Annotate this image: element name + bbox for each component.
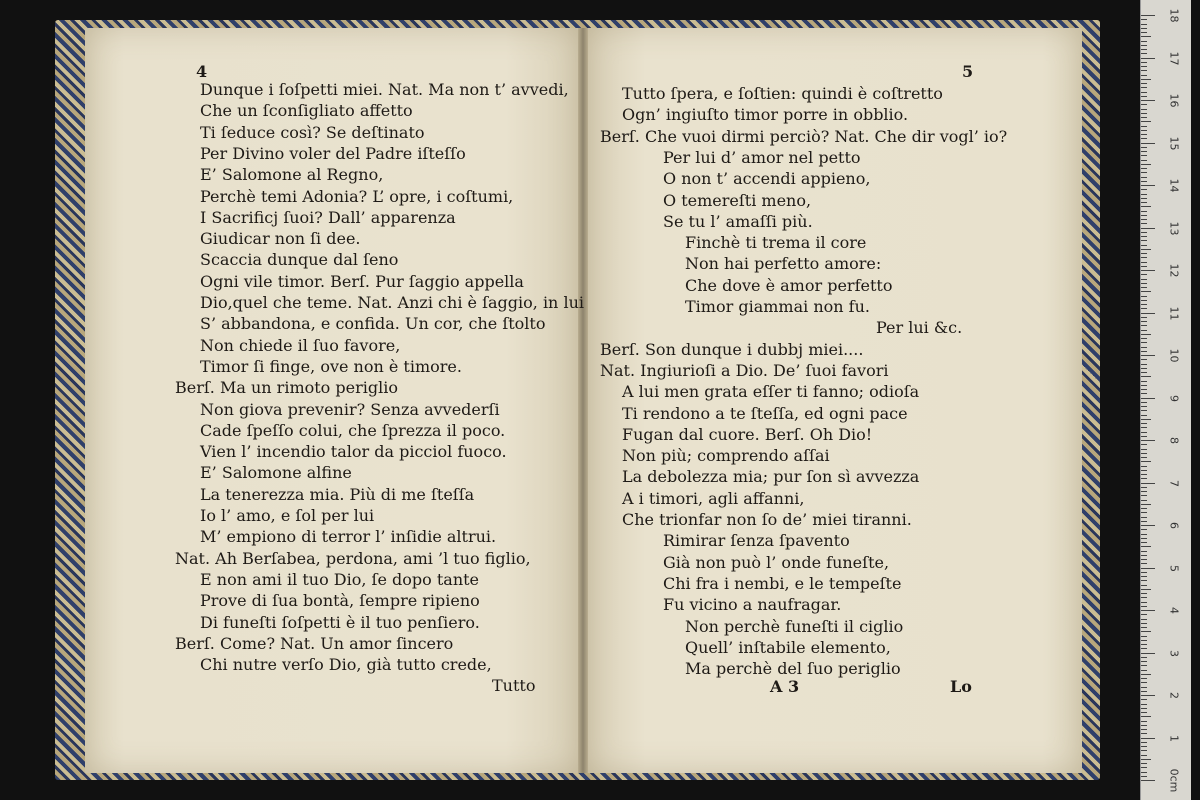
left-page-number: 4 bbox=[196, 62, 208, 81]
text-line: Se tu l’ amaſſi più. bbox=[663, 211, 813, 231]
text-line: Quell’ inſtabile elemento, bbox=[685, 637, 891, 657]
ruler-tick bbox=[1141, 342, 1147, 343]
ruler-tick bbox=[1141, 155, 1147, 156]
ruler-tick bbox=[1141, 79, 1151, 80]
ruler-number: 7 bbox=[1167, 479, 1181, 487]
ruler-tick bbox=[1141, 266, 1147, 267]
text-line: Scaccia dunque dal ſeno bbox=[200, 250, 399, 270]
ruler-tick bbox=[1141, 546, 1151, 547]
ruler-tick bbox=[1141, 240, 1147, 241]
ruler-number: 15 bbox=[1167, 136, 1181, 150]
ruler-tick bbox=[1141, 177, 1147, 178]
ruler-number: 3 bbox=[1167, 649, 1181, 657]
ruler-tick bbox=[1141, 364, 1147, 365]
ruler-tick bbox=[1141, 619, 1147, 620]
ruler-tick bbox=[1141, 708, 1147, 709]
ruler-tick bbox=[1141, 194, 1147, 195]
text-line: Per lui &c. bbox=[876, 318, 963, 338]
ruler-tick bbox=[1141, 32, 1147, 33]
text-line: La debolezza mia; pur ſon sì avvezza bbox=[622, 467, 920, 487]
ruler-tick bbox=[1141, 66, 1147, 67]
text-line: Tutto bbox=[492, 676, 536, 696]
text-line: La tenerezza mia. Più di me ſteſſa bbox=[200, 484, 475, 504]
ruler-tick bbox=[1141, 249, 1151, 250]
text-line: Ti rendono a te ſteſſa, ed ogni pace bbox=[622, 403, 908, 423]
ruler-tick bbox=[1141, 262, 1147, 263]
ruler-tick bbox=[1141, 597, 1147, 598]
text-line: Che trionfar non ſo de’ miei tiranni. bbox=[622, 510, 912, 529]
text-line: Per Divino voler del Padre iſteſſo bbox=[200, 143, 466, 163]
ruler-tick bbox=[1141, 236, 1147, 237]
ruler-tick bbox=[1141, 100, 1155, 101]
ruler-tick bbox=[1141, 704, 1147, 705]
ruler-tick bbox=[1141, 389, 1147, 390]
ruler-tick bbox=[1141, 614, 1147, 615]
text-line: E’ Salomone alfine bbox=[200, 463, 352, 483]
text-line: Tutto ſpera, e ſoſtien: quindi è coſtretto bbox=[622, 84, 943, 103]
ruler-tick bbox=[1141, 551, 1147, 552]
ruler-tick bbox=[1141, 393, 1147, 394]
ruler-tick bbox=[1141, 742, 1147, 743]
ruler-tick bbox=[1141, 317, 1147, 318]
ruler-tick bbox=[1141, 257, 1147, 258]
ruler-tick bbox=[1141, 563, 1147, 564]
ruler-tick bbox=[1141, 19, 1147, 20]
ruler-tick bbox=[1141, 572, 1147, 573]
ruler-tick bbox=[1141, 593, 1147, 594]
ruler-tick bbox=[1141, 138, 1147, 139]
ruler-number: 18 bbox=[1167, 8, 1181, 23]
ruler-tick bbox=[1141, 500, 1147, 501]
ruler-tick bbox=[1141, 151, 1147, 152]
ruler-number: 6 bbox=[1167, 522, 1181, 529]
ruler-tick bbox=[1141, 406, 1147, 407]
text-line: Perchè temi Adonia? L’ opre, i coſtumi, bbox=[200, 186, 514, 206]
ruler-tick bbox=[1141, 58, 1155, 59]
ruler-tick bbox=[1141, 763, 1147, 764]
ruler-tick bbox=[1141, 504, 1151, 505]
ruler-tick bbox=[1141, 291, 1151, 292]
text-line: Ti ſeduce così? Se deſtinato bbox=[200, 122, 425, 142]
text-line: Ogni vile timor. Berſ. Pur ſaggio appella bbox=[200, 271, 524, 291]
ruler-tick bbox=[1141, 279, 1147, 280]
ruler-tick bbox=[1141, 729, 1147, 730]
ruler-tick bbox=[1141, 189, 1147, 190]
ruler-tick bbox=[1141, 665, 1147, 666]
ruler-tick bbox=[1141, 70, 1147, 71]
ruler-tick bbox=[1141, 202, 1147, 203]
text-line: Timor ſi finge, ove non è timore. bbox=[200, 356, 462, 376]
ruler-tick bbox=[1141, 117, 1147, 118]
right-page-number: 5 bbox=[962, 62, 974, 81]
ruler-tick bbox=[1141, 423, 1147, 424]
ruler-number: 12 bbox=[1167, 263, 1181, 278]
ruler-tick bbox=[1141, 223, 1147, 224]
ruler-tick bbox=[1141, 62, 1147, 63]
ruler-tick bbox=[1141, 444, 1147, 445]
ruler-tick bbox=[1141, 623, 1147, 624]
book-gutter bbox=[578, 28, 588, 773]
ruler-tick bbox=[1141, 695, 1155, 696]
ruler-tick bbox=[1141, 767, 1147, 768]
ruler-tick bbox=[1141, 678, 1147, 679]
ruler-number: 9 bbox=[1167, 394, 1181, 402]
ruler-tick bbox=[1141, 160, 1147, 161]
ruler-tick bbox=[1141, 172, 1147, 173]
ruler-tick bbox=[1141, 24, 1147, 25]
text-line: Non hai perfetto amore: bbox=[685, 254, 882, 274]
text-line: Dunque i ſoſpetti miei. Nat. Ma non t’ avvedi, bbox=[200, 80, 569, 99]
ruler-tick bbox=[1141, 699, 1147, 700]
ruler-number: 11 bbox=[1167, 306, 1181, 320]
ruler-tick bbox=[1141, 398, 1155, 399]
ruler-tick bbox=[1141, 419, 1151, 420]
text-line: Per lui d’ amor nel petto bbox=[663, 147, 861, 167]
ruler-tick bbox=[1141, 283, 1147, 284]
ruler-tick bbox=[1141, 49, 1147, 50]
text-line: Berſ. Ma un rimoto periglio bbox=[175, 378, 398, 398]
catchword: Lo bbox=[950, 677, 972, 696]
ruler-tick bbox=[1141, 512, 1147, 513]
ruler-number: 2 bbox=[1167, 692, 1181, 699]
ruler-tick bbox=[1141, 521, 1147, 522]
ruler-tick bbox=[1141, 461, 1151, 462]
text-line: E non ami il tuo Dio, ſe dopo tante bbox=[200, 569, 480, 589]
text-line: Di funeſti ſoſpetti è il tuo penſiero. bbox=[200, 612, 480, 632]
ruler-tick bbox=[1141, 542, 1147, 543]
text-line: Nat. Ah Berſabea, perdona, ami ’l tuo figlio, bbox=[175, 548, 531, 568]
ruler-tick bbox=[1141, 211, 1147, 212]
ruler-tick bbox=[1141, 274, 1147, 275]
ruler-tick bbox=[1141, 113, 1147, 114]
ruler-tick bbox=[1141, 474, 1147, 475]
text-line: Finchè ti trema il core bbox=[685, 233, 867, 253]
text-line: Già non può l’ onde funeſte, bbox=[663, 552, 890, 572]
text-line: Giudicar non ſi dee. bbox=[200, 229, 361, 249]
ruler-tick bbox=[1141, 449, 1147, 450]
ruler-number: 10 bbox=[1167, 348, 1181, 363]
ruler-number: 5 bbox=[1167, 564, 1181, 572]
ruler-tick bbox=[1141, 321, 1147, 322]
text-line: Berſ. Come? Nat. Un amor ſincero bbox=[175, 633, 454, 653]
ruler-tick bbox=[1141, 712, 1147, 713]
ruler-tick bbox=[1141, 368, 1147, 369]
ruler-tick bbox=[1141, 644, 1147, 645]
text-line: Fugan dal cuore. Berſ. Oh Dio! bbox=[622, 424, 873, 444]
ruler-tick bbox=[1141, 143, 1155, 144]
ruler-tick bbox=[1141, 716, 1151, 717]
ruler-tick bbox=[1141, 287, 1147, 288]
ruler-tick bbox=[1141, 487, 1147, 488]
text-line: Rimirar ſenza ſpavento bbox=[663, 531, 850, 551]
text-line: Non perchè funeſti il ciglio bbox=[685, 616, 904, 636]
ruler-tick bbox=[1141, 96, 1147, 97]
ruler-tick bbox=[1141, 534, 1147, 535]
text-line: Non giova prevenir? Senza avvederſi bbox=[200, 399, 500, 419]
ruler-tick bbox=[1141, 478, 1147, 479]
ruler-number: 1 bbox=[1167, 734, 1181, 742]
ruler-tick bbox=[1141, 738, 1155, 739]
ruler-tick bbox=[1141, 36, 1151, 37]
text-line: Nat. Ingiurioſi a Dio. De’ ſuoi favori bbox=[600, 360, 889, 380]
ruler-tick bbox=[1141, 253, 1147, 254]
ruler-tick bbox=[1141, 130, 1147, 131]
ruler-tick bbox=[1141, 109, 1147, 110]
ruler-tick bbox=[1141, 330, 1147, 331]
ruler-tick bbox=[1141, 436, 1147, 437]
text-line: A i timori, agli affanni, bbox=[622, 488, 805, 508]
ruler-tick bbox=[1141, 410, 1147, 411]
text-line: Cade ſpeſſo colui, che ſprezza il poco. bbox=[200, 420, 506, 440]
measuring-ruler bbox=[1140, 0, 1191, 800]
ruler-tick bbox=[1141, 725, 1147, 726]
ruler-number: 14 bbox=[1167, 178, 1181, 193]
ruler-tick bbox=[1141, 215, 1147, 216]
ruler-tick bbox=[1141, 351, 1147, 352]
ruler-tick bbox=[1141, 470, 1147, 471]
ruler-tick bbox=[1141, 576, 1147, 577]
ruler-number: 16 bbox=[1167, 93, 1181, 108]
ruler-tick bbox=[1141, 53, 1147, 54]
ruler-tick bbox=[1141, 206, 1151, 207]
ruler-tick bbox=[1141, 640, 1147, 641]
ruler-tick bbox=[1141, 185, 1155, 186]
ruler-tick bbox=[1141, 325, 1147, 326]
ruler-tick bbox=[1141, 589, 1151, 590]
text-line: O non t’ accendi appieno, bbox=[663, 169, 871, 189]
text-line: M’ empiono di terror l’ inſidie altrui. bbox=[200, 527, 497, 547]
text-line: E’ Salomone al Regno, bbox=[200, 165, 384, 185]
ruler-number: 17 bbox=[1167, 51, 1181, 65]
text-line: Dio,quel che teme. Nat. Anzi chi è ſaggio, in lui bbox=[200, 293, 584, 312]
ruler-tick bbox=[1141, 104, 1147, 105]
ruler-tick bbox=[1141, 580, 1147, 581]
ruler-tick bbox=[1141, 682, 1147, 683]
ruler-tick bbox=[1141, 219, 1147, 220]
ruler-tick bbox=[1141, 313, 1155, 314]
ruler-tick bbox=[1141, 432, 1147, 433]
ruler-tick bbox=[1141, 41, 1147, 42]
ruler-tick bbox=[1141, 517, 1147, 518]
text-line: Ma perchè del ſuo periglio bbox=[685, 659, 901, 679]
ruler-tick bbox=[1141, 674, 1151, 675]
ruler-tick bbox=[1141, 538, 1147, 539]
ruler-tick bbox=[1141, 87, 1147, 88]
ruler-tick bbox=[1141, 687, 1147, 688]
ruler-tick bbox=[1141, 755, 1147, 756]
ruler-tick bbox=[1141, 28, 1147, 29]
text-line: Io l’ amo, e ſol per lui bbox=[200, 506, 375, 525]
text-line: A lui men grata eſſer ti fanno; odioſa bbox=[622, 382, 920, 402]
ruler-tick bbox=[1141, 529, 1147, 530]
ruler-tick bbox=[1141, 670, 1147, 671]
ruler-tick bbox=[1141, 381, 1147, 382]
ruler-tick bbox=[1141, 427, 1147, 428]
ruler-tick bbox=[1141, 610, 1155, 611]
ruler-tick bbox=[1141, 402, 1147, 403]
ruler-number: 4 bbox=[1167, 607, 1181, 614]
ruler-tick bbox=[1141, 508, 1147, 509]
ruler-tick bbox=[1141, 385, 1147, 386]
text-line: Fu vicino a naufragar. bbox=[663, 595, 842, 615]
ruler-tick bbox=[1141, 198, 1147, 199]
ruler-tick bbox=[1141, 555, 1147, 556]
ruler-tick bbox=[1141, 92, 1147, 93]
ruler-tick bbox=[1141, 776, 1147, 777]
ruler-tick bbox=[1141, 691, 1147, 692]
text-line: Prove di ſua bontà, ſempre ripieno bbox=[200, 591, 480, 611]
ruler-tick bbox=[1141, 296, 1147, 297]
text-line: Chi nutre verſo Dio, già tutto crede, bbox=[200, 655, 492, 675]
ruler-tick bbox=[1141, 457, 1147, 458]
ruler-tick bbox=[1141, 483, 1155, 484]
ruler-tick bbox=[1141, 168, 1147, 169]
ruler-tick bbox=[1141, 559, 1147, 560]
text-line: Chi fra i nembi, e le tempeſte bbox=[663, 573, 902, 593]
ruler-tick bbox=[1141, 126, 1147, 127]
ruler-tick bbox=[1141, 270, 1155, 271]
ruler-tick bbox=[1141, 181, 1147, 182]
ruler-tick bbox=[1141, 568, 1155, 569]
ruler-tick bbox=[1141, 308, 1147, 309]
ruler-tick bbox=[1141, 415, 1147, 416]
ruler-tick bbox=[1141, 606, 1147, 607]
ruler-tick bbox=[1141, 376, 1151, 377]
ruler-tick bbox=[1141, 648, 1147, 649]
ruler-tick bbox=[1141, 602, 1147, 603]
ruler-tick bbox=[1141, 631, 1151, 632]
ruler-tick bbox=[1141, 164, 1151, 165]
ruler-tick bbox=[1141, 780, 1155, 781]
ruler-tick bbox=[1141, 228, 1155, 229]
ruler-tick bbox=[1141, 121, 1151, 122]
text-line: Che un ſconſigliato affetto bbox=[200, 101, 413, 121]
ruler-number: 13 bbox=[1167, 221, 1181, 235]
ruler-tick bbox=[1141, 372, 1147, 373]
ruler-tick bbox=[1141, 661, 1147, 662]
ruler-tick bbox=[1141, 338, 1147, 339]
ruler-tick bbox=[1141, 585, 1147, 586]
text-line: O temereſti meno, bbox=[663, 190, 812, 210]
signature-mark: A 3 bbox=[770, 677, 800, 696]
ruler-tick bbox=[1141, 453, 1147, 454]
ruler-tick bbox=[1141, 334, 1151, 335]
ruler-number: 0cm bbox=[1167, 768, 1181, 793]
ruler-tick bbox=[1141, 232, 1147, 233]
ruler-tick bbox=[1141, 746, 1147, 747]
ruler-tick bbox=[1141, 134, 1147, 135]
ruler-tick bbox=[1141, 440, 1155, 441]
ruler-tick bbox=[1141, 300, 1147, 301]
text-line: Vien l’ incendio talor da picciol fuoco. bbox=[200, 442, 507, 462]
ruler-tick bbox=[1141, 359, 1147, 360]
text-line: Non chiede il ſuo favore, bbox=[200, 335, 401, 355]
ruler-tick bbox=[1141, 245, 1147, 246]
ruler-tick bbox=[1141, 495, 1147, 496]
ruler-tick bbox=[1141, 75, 1147, 76]
ruler-tick bbox=[1141, 636, 1147, 637]
ruler-tick bbox=[1141, 733, 1147, 734]
text-line: Timor giammai non fu. bbox=[685, 297, 870, 316]
ruler-tick bbox=[1141, 347, 1147, 348]
text-line: Berſ. Son dunque i dubbj miei.... bbox=[600, 339, 864, 359]
text-line: I Sacrificj ſuoi? Dall’ apparenza bbox=[200, 207, 456, 227]
ruler-number: 8 bbox=[1167, 437, 1181, 444]
ruler-tick bbox=[1141, 759, 1151, 760]
ruler-tick bbox=[1141, 45, 1147, 46]
ruler-tick bbox=[1141, 491, 1147, 492]
ruler-tick bbox=[1141, 304, 1147, 305]
ruler-tick bbox=[1141, 657, 1147, 658]
ruler-tick bbox=[1141, 627, 1147, 628]
ruler-tick bbox=[1141, 721, 1147, 722]
ruler-tick bbox=[1141, 525, 1155, 526]
ruler-tick bbox=[1141, 772, 1147, 773]
ruler-tick bbox=[1141, 750, 1147, 751]
ruler-tick bbox=[1141, 15, 1155, 16]
text-line: Berſ. Che vuoi dirmi perciò? Nat. Che dir vogl’ io? bbox=[600, 126, 1008, 146]
ruler-tick bbox=[1141, 83, 1147, 84]
text-line: Che dove è amor perfetto bbox=[685, 275, 893, 295]
text-line: Non più; comprendo aſſai bbox=[622, 446, 830, 466]
ruler-tick bbox=[1141, 147, 1147, 148]
text-line: S’ abbandona, e confida. Un cor, che ſtolto bbox=[200, 314, 546, 334]
ruler-tick bbox=[1141, 355, 1155, 356]
ruler-tick bbox=[1141, 653, 1155, 654]
text-line: Ogn’ ingiuſto timor porre in obblio. bbox=[622, 105, 909, 125]
ruler-tick bbox=[1141, 466, 1147, 467]
